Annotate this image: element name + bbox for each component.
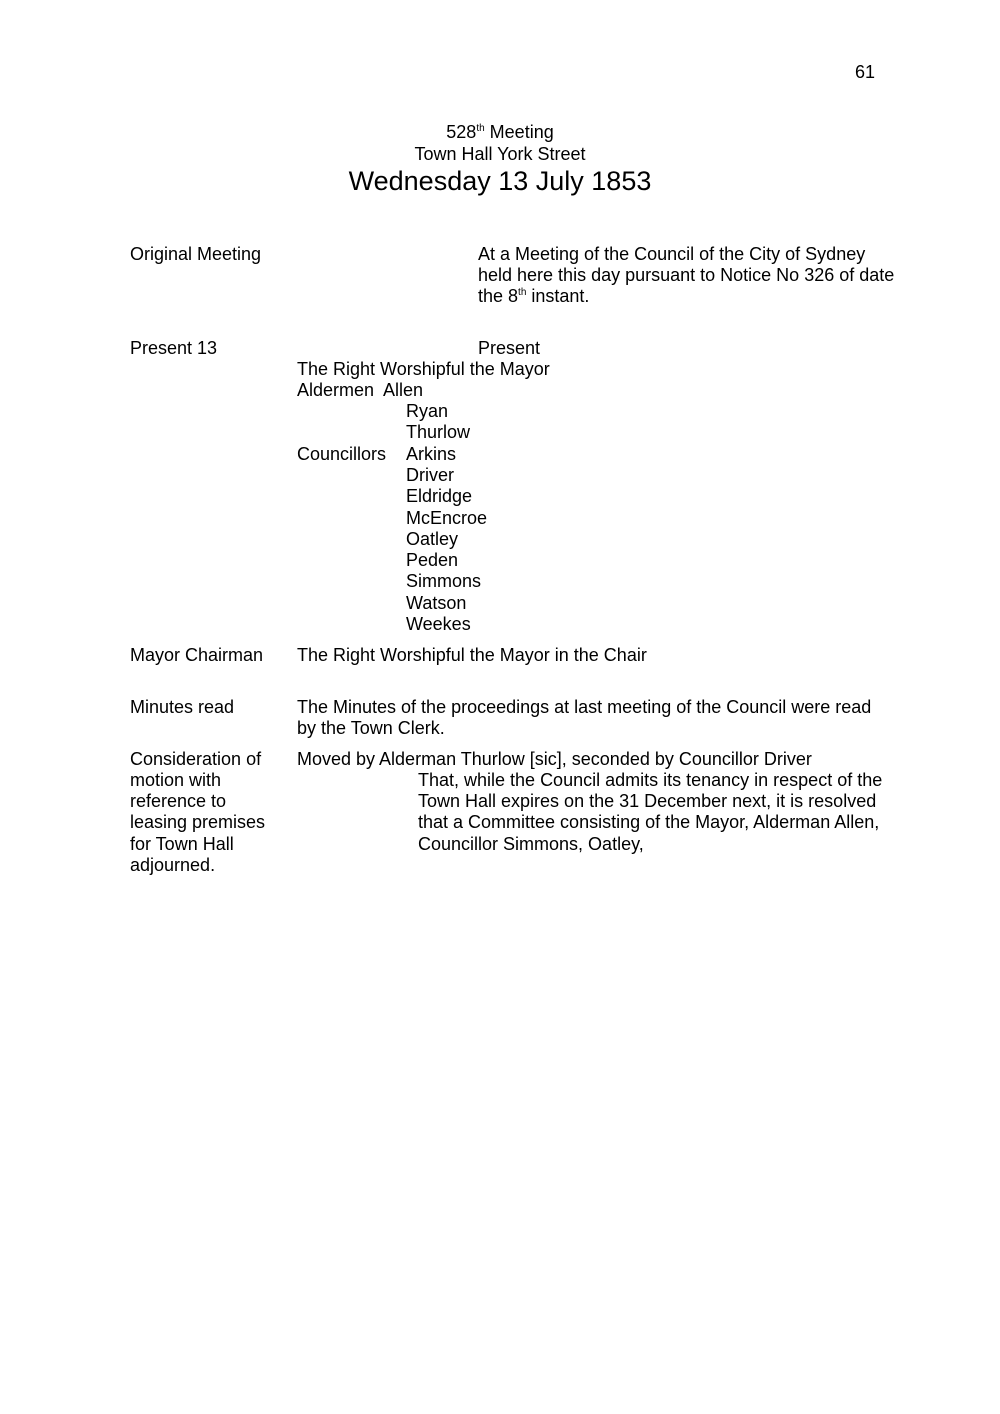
present-mayor: The Right Worshipful the Mayor [297,359,550,379]
margin-motion-line: for Town Hall [130,834,234,854]
minutes-line-2: by the Town Clerk. [297,718,445,738]
margin-motion-line: Consideration of [130,749,262,769]
minutes-line-1: The Minutes of the proceedings at last meeting of the Council were read [297,697,872,717]
councillor-name: Watson [406,593,467,613]
chair-text: The Right Worshipful the Mayor in the Chair [297,645,647,665]
aldermen-label: Aldermen [297,380,375,400]
original-line-2: held here this day pursuant to Notice No 326 of date [478,265,895,285]
margin-motion-line: adjourned. [130,855,216,875]
page-title: Wednesday 13 July 1853 [348,166,652,196]
original-line-1: At a Meeting of the Council of the City of Sydney [478,244,866,264]
margin-present: Present 13 [130,338,218,358]
councillor-name: Peden [406,550,459,570]
councillor-name: Eldridge [406,486,473,506]
councillor-name: Weekes [406,614,471,634]
motion-body-line: That, while the Council admits its tenancy in respect of the [418,770,883,790]
motion-moved: Moved by Alderman Thurlow [sic], seconded by Councillor Driver [297,749,812,769]
present-heading: Present [478,338,541,358]
alderman-name: Allen [383,380,424,400]
motion-body-line: that a Committee consisting of the Mayor, Alderman Allen, [418,812,880,832]
meeting-number-line [0,122,1000,143]
motion-body-line: Town Hall expires on the 31 December next, it is resolved [418,791,877,811]
original-line-3-sup: th [518,287,527,298]
margin-minutes-read: Minutes read [130,697,235,717]
meeting-number: 528 [446,122,477,142]
councillor-name: Arkins [406,444,457,464]
councillor-name: Driver [406,465,454,485]
page-number: 61 [855,62,876,82]
margin-motion-line: motion with [130,770,222,790]
meeting-number-suffix: th [476,123,485,134]
original-line-3-pre: the 8 [478,286,519,306]
margin-motion-line: reference to [130,791,227,811]
margin-mayor-chairman: Mayor Chairman [130,645,264,665]
original-line-3 [478,286,589,307]
councillor-name: Oatley [406,529,459,549]
margin-motion-line: leasing premises [130,812,266,832]
meeting-word: Meeting [484,122,554,142]
alderman-name: Ryan [406,401,449,421]
original-line-3-post: instant. [526,286,590,306]
motion-body-line: Councillor Simmons, Oatley, [418,834,644,854]
councillor-name: McEncroe [406,508,488,528]
alderman-name: Thurlow [406,422,471,442]
councillors-label: Councillors [297,444,387,464]
meeting-location: Town Hall York Street [414,144,586,164]
councillor-name: Simmons [406,571,482,591]
margin-original-meeting: Original Meeting [130,244,262,264]
